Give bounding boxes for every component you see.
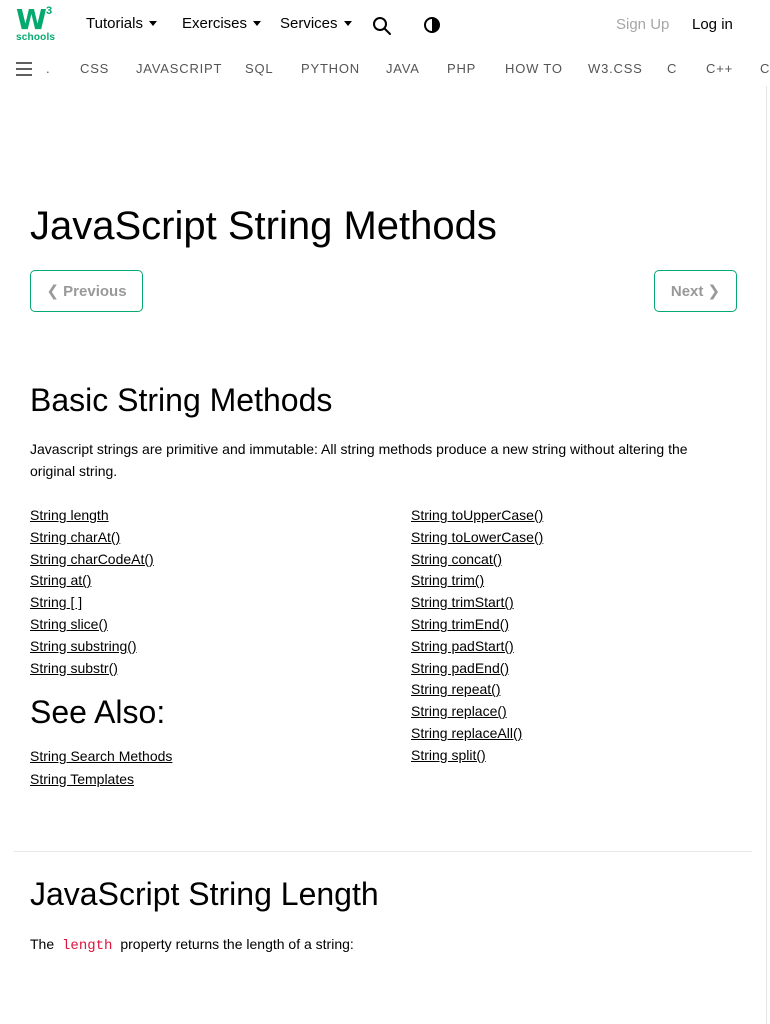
caret-down-icon	[253, 21, 261, 26]
list-item	[411, 723, 543, 745]
see-also-links	[30, 745, 172, 790]
method-link[interactable]: String slice()	[30, 615, 108, 632]
method-link[interactable]: String length	[30, 507, 109, 523]
sign-up-link[interactable]: Sign Up	[616, 16, 670, 33]
services-menu-label: Services	[280, 15, 338, 32]
list-item	[30, 614, 154, 636]
logo-superscript: 3	[46, 5, 53, 17]
topic-link-dot[interactable]: .	[46, 61, 51, 76]
search-icon[interactable]	[372, 16, 392, 36]
section-title-string-length: JavaScript String Length	[30, 876, 379, 912]
method-link[interactable]: String [ ]	[30, 594, 83, 611]
top-navigation-bar	[0, 0, 768, 52]
section-divider	[14, 851, 752, 852]
next-button[interactable]: Next ❯	[654, 270, 737, 312]
section-title-basic-string-methods: Basic String Methods	[30, 382, 333, 418]
caret-down-icon	[344, 21, 352, 26]
topic-link-javascript[interactable]: JAVASCRIPT	[136, 61, 223, 76]
method-link[interactable]: String toLowerCase()	[411, 528, 544, 545]
topic-link-sql[interactable]: SQL	[245, 61, 274, 76]
method-link[interactable]: String replaceAll()	[411, 724, 523, 741]
list-item	[411, 658, 543, 680]
method-link[interactable]: String substring()	[30, 637, 137, 654]
list-item	[30, 570, 154, 592]
list-item	[411, 505, 543, 527]
method-link[interactable]: String trimEnd()	[411, 615, 510, 632]
method-link[interactable]: String split()	[411, 746, 486, 763]
see-also-title: See Also:	[30, 694, 166, 730]
method-link[interactable]: String trim()	[411, 572, 485, 589]
list-item	[411, 549, 543, 571]
method-links-right	[411, 505, 543, 767]
list-item	[411, 636, 543, 658]
topic-link-w3css[interactable]: W3.CSS	[588, 61, 643, 76]
exercises-menu-label: Exercises	[182, 15, 248, 32]
text-before-code: The	[30, 936, 55, 952]
previous-button[interactable]: ❮ Previous	[30, 270, 143, 312]
list-item	[30, 636, 154, 658]
list-item	[30, 549, 154, 571]
list-item	[30, 527, 154, 549]
list-item	[411, 592, 543, 614]
string-length-description	[30, 936, 354, 954]
page-title: JavaScript String Methods	[30, 204, 497, 248]
method-link[interactable]: String concat()	[411, 550, 503, 567]
list-item	[411, 527, 543, 549]
list-item	[411, 745, 543, 767]
method-link[interactable]: String replace()	[411, 703, 507, 720]
logo-subtitle: schools	[16, 32, 56, 43]
method-link[interactable]: String repeat()	[411, 681, 501, 698]
list-item	[411, 570, 543, 592]
see-also-link[interactable]: String Search Methods	[30, 748, 173, 764]
content-edge-line	[766, 86, 767, 1024]
topic-link-c-sharp[interactable]: C	[760, 61, 770, 76]
topics-navigation-bar	[0, 52, 768, 86]
method-link[interactable]: String substr()	[30, 659, 118, 676]
text-after-code: property returns the length of a string:	[120, 936, 354, 952]
exercises-menu[interactable]	[182, 15, 261, 32]
caret-down-icon	[149, 21, 157, 26]
tutorials-menu[interactable]	[86, 15, 157, 32]
method-link[interactable]: String toUpperCase()	[411, 507, 544, 523]
logo-mark: W	[16, 3, 45, 36]
method-link[interactable]: String padStart()	[411, 637, 514, 654]
list-item	[30, 505, 154, 527]
dark-mode-toggle-icon[interactable]	[422, 15, 442, 35]
list-item	[411, 679, 543, 701]
list-item	[30, 592, 154, 614]
method-link[interactable]: String charAt()	[30, 528, 121, 545]
list-item	[411, 614, 543, 636]
services-menu[interactable]	[280, 15, 352, 32]
method-link[interactable]: String trimStart()	[411, 594, 514, 611]
section-intro-text: Javascript strings are primitive and immutable: All string methods produce a new string without altering the original string.	[30, 441, 688, 479]
list-item	[30, 745, 172, 768]
method-links-left	[30, 505, 154, 679]
topic-link-how-to[interactable]: HOW TO	[505, 61, 563, 76]
list-item	[30, 768, 172, 791]
topic-link-php[interactable]: PHP	[447, 61, 477, 76]
hamburger-menu-icon[interactable]	[16, 62, 32, 76]
tutorials-menu-label: Tutorials	[86, 15, 143, 32]
method-link[interactable]: String charCodeAt()	[30, 550, 154, 567]
topic-link-css[interactable]: CSS	[80, 61, 110, 76]
method-link[interactable]: String padEnd()	[411, 659, 510, 676]
topic-link-python[interactable]: PYTHON	[301, 61, 360, 76]
log-in-link[interactable]: Log in	[692, 16, 733, 33]
method-link[interactable]: String at()	[30, 572, 92, 589]
topic-link-cpp[interactable]: C++	[706, 61, 733, 76]
topic-link-java[interactable]: JAVA	[386, 61, 420, 76]
inline-code: length	[62, 938, 113, 954]
topic-link-c[interactable]: C	[667, 61, 678, 76]
list-item	[411, 701, 543, 723]
see-also-link[interactable]: String Templates	[30, 770, 135, 787]
list-item	[30, 658, 154, 680]
w3schools-logo[interactable]	[14, 5, 56, 45]
